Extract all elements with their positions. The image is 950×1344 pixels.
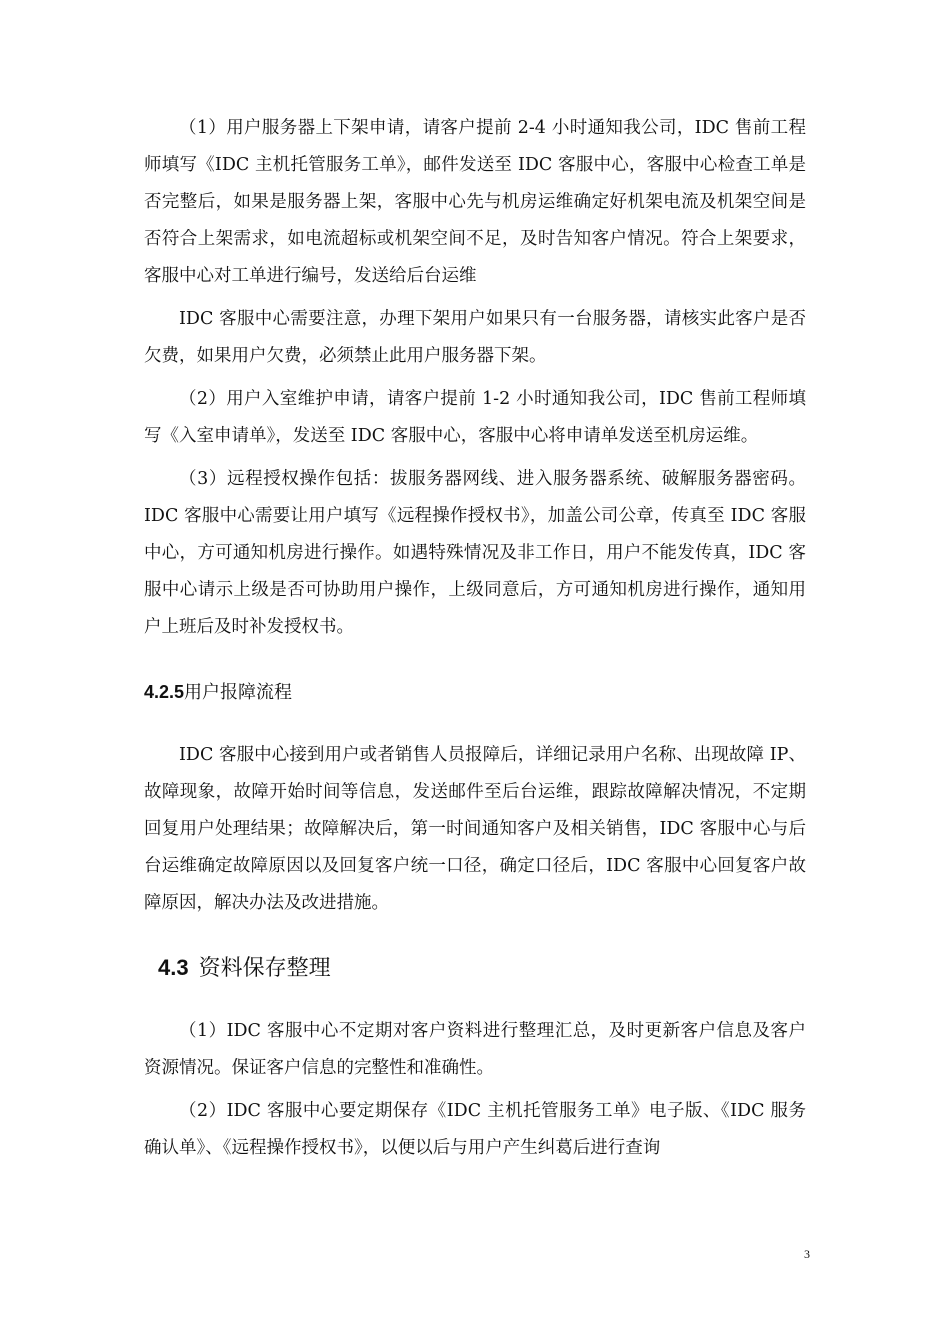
paragraph-data-organization: （1）IDC 客服中心不定期对客户资料进行整理汇总，及时更新客户信息及客户资源情况。保证客户信息的完整性和准确性。 <box>144 1021 806 1078</box>
section-title: 资料保存整理 <box>198 956 331 981</box>
section-number: 4.3 <box>158 955 189 980</box>
paragraph-remote-authorization: （3）远程授权操作包括：拔服务器网线、进入服务器系统、破解服务器密码。IDC 客服中心需要让用户填写《远程操作授权书》，加盖公司公章，传真至 IDC 客服中心，方可通知机房进行操作。如遇特殊情况及非工作日，用户不能发传真，IDC 客服中心请示上级是否可协助用户操作，上级同意后，方可通知机房进行操作，通知用户上班后及时补发授权书。 <box>144 469 806 637</box>
paragraph-rack-removal-note: IDC 客服中心需要注意，办理下架用户如果只有一台服务器，请核实此客户是否欠费，如果用户欠费，必须禁止此用户服务器下架。 <box>144 309 806 366</box>
section-number: 4.2.5 <box>144 682 185 702</box>
paragraph-fault-report-process: IDC 客服中心接到用户或者销售人员报障后，详细记录用户名称、出现故障 IP、故障现象，故障开始时间等信息，发送邮件至后台运维，跟踪故障解决情况，不定期回复用户处理结果；故障解决后，第一时间通知客户及相关销售，IDC 客服中心与后台运维确定故障原因以及回复客户统一口径，确定口径后，IDC 客服中心回复客户故障原因，解决办法及改进措施。 <box>144 745 806 913</box>
section-heading-4-3 <box>158 948 806 989</box>
section-heading-4-2-5 <box>144 674 806 711</box>
section-title: 用户报障流程 <box>184 682 293 703</box>
page-number: 3 <box>804 1247 810 1261</box>
paragraph-room-entry-request: （2）用户入室维护申请，请客户提前 1-2 小时通知我公司，IDC 售前工程师填写《入室申请单》，发送至 IDC 客服中心，客服中心将申请单发送至机房运维。 <box>144 389 806 446</box>
paragraph-data-retention: （2）IDC 客服中心要定期保存《IDC 主机托管服务工单》电子版、《IDC 服务确认单》、《远程操作授权书》，以便以后与用户产生纠葛后进行查询 <box>144 1101 806 1158</box>
paragraph-server-rack-request: （1）用户服务器上下架申请，请客户提前 2-4 小时通知我公司，IDC 售前工程师填写《IDC 主机托管服务工单》，邮件发送至 IDC 客服中心，客服中心检查工单是否完整后，如果是服务器上架，客服中心先与机房运维确定好机架电流及机架空间是否符合上架需求，如电流超标或机架空间不足，及时告知客户情况。符合上架要求，客服中心对工单进行编号，发送给后台运维 <box>144 118 806 286</box>
